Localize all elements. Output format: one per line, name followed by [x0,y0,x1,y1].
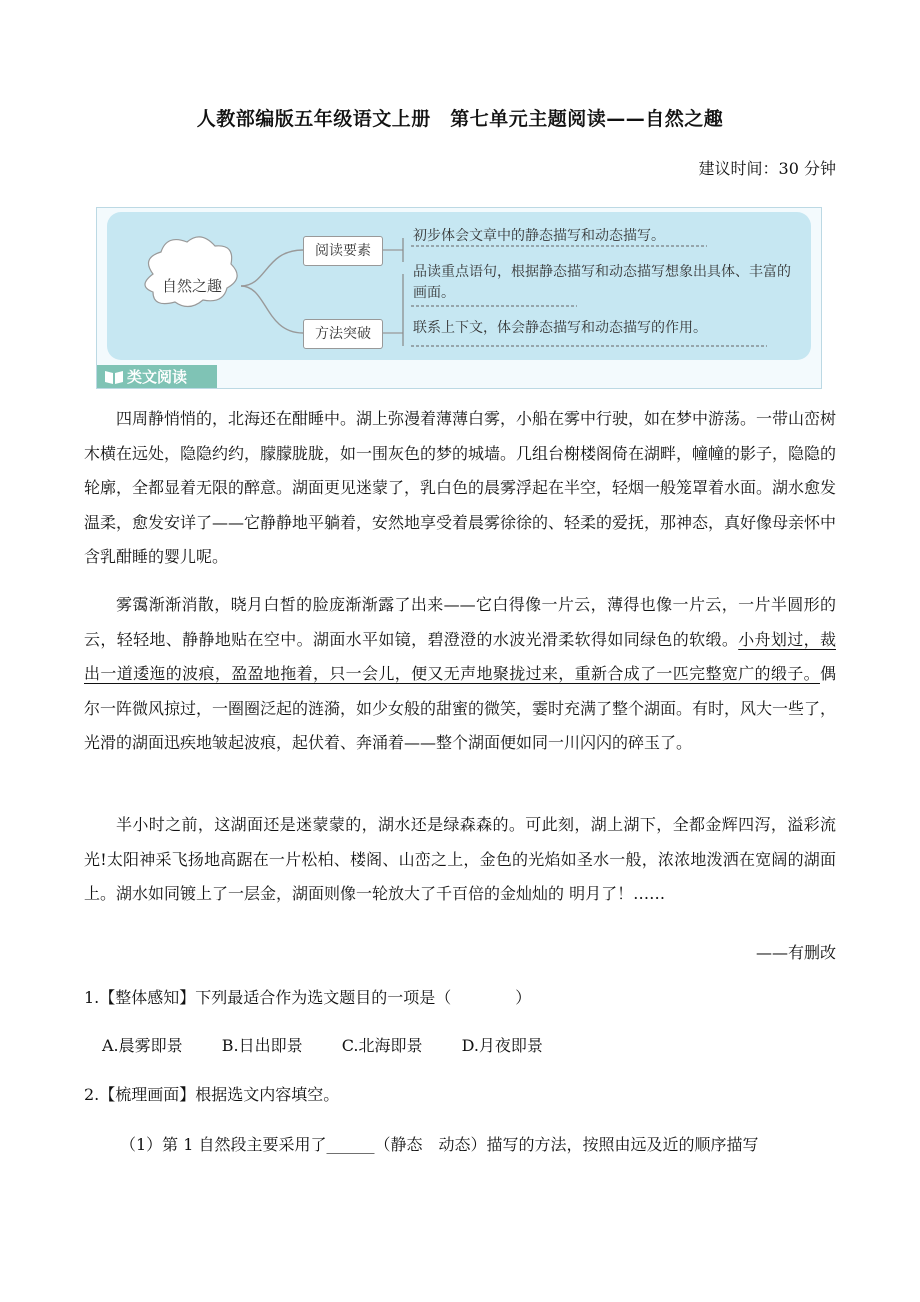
option-d[interactable]: D.月夜即景 [461,1036,543,1055]
mind-map-panel [107,212,811,360]
note-method: 联系上下文，体会静态描写和动态描写的作用。 [413,320,707,336]
branch-reading-elements: 阅读要素 [303,236,383,266]
suggested-time: 建议时间：30 分钟 [698,159,836,178]
question-1-options [102,1033,577,1056]
page-title: 人教部编版五年级语文上册 第七单元主题阅读——自然之趣 [196,108,724,130]
note-reading-strategy: 品读重点语句，根据静态描写和动态描写想象出具体、丰富的画面。 [413,264,791,301]
question-1: 1.【整体感知】下列最适合作为选文题目的一项是（ ） [84,988,532,1007]
center-cloud [147,259,237,311]
source-note: ——有删改 [755,943,836,962]
branch-method: 方法突破 [303,319,383,349]
note-reading-element: 初步体会文章中的静态描写和动态描写。 [413,228,665,244]
paragraph-2 [84,588,836,761]
book-icon [103,368,125,386]
section-banner [97,365,217,388]
option-b[interactable]: B.日出即景 [221,1036,303,1055]
question-2-part-1: （1）第 1 自然段主要采用了______（静态 动态）描写的方法，按照由远及近的顺序描写 [120,1135,759,1154]
option-c[interactable]: C.北海即景 [341,1036,423,1055]
center-label: 自然之趣 [161,277,222,295]
mind-map [96,207,822,389]
paragraph-3: 半小时之前，这湖面还是迷蒙蒙的，湖水还是绿森森的。可此刻，湖上湖下，全都金辉四泻，溢彩流光!太阳神采飞扬地高踞在一片松柏、楼阁、山峦之上，金色的光焰如圣水一般，浓浓地泼洒在宽阔的湖面上。湖水如同镀上了一层金，湖面则像一轮放大了千百倍的金灿灿的 明月了！…… [84,815,836,903]
paragraph-2-start: 雾霭渐渐消散，晓月白皙的脸庞渐渐露了出来——它白得像一片云，薄得也像一片云，一片半圆形的云，轻轻地、静静地贴在空中。湖面水平如镜，碧澄澄的水波光滑柔软得如同绿色的软缎。 [84,595,836,649]
underlined-sentence: 小舟划过，裁出一道逶迤的波痕，盈盈地拖着，只一会儿，便又无声地聚拢过来，重新合成了一匹完整宽广的缎子。 [84,629,836,683]
paragraph-2-end: 偶尔一阵微风掠过，一圈圈泛起的涟漪，如少女般的甜蜜的微笑，霎时充满了整个湖面。有时，风大一些了，光滑的湖面迅疾地皱起波痕，起伏着、奔涌着——整个湖面便如同一川闪闪的碎玉了。 [84,664,837,752]
option-a[interactable]: A.晨雾即景 [102,1036,183,1055]
question-2: 2.【梳理画面】根据选文内容填空。 [84,1085,340,1104]
section-banner-label: 类文阅读 [127,368,188,386]
paragraph-1: 四周静悄悄的，北海还在酣睡中。湖上弥漫着薄薄白雾，小船在雾中行驶，如在梦中游荡。一带山峦树木横在远处，隐隐约约，朦朦胧胧，如一围灰色的梦的城墙。几组台榭楼阁倚在湖畔，幢幢的影子，隐隐的轮廓，全都显着无限的醉意。湖面更见迷蒙了，乳白色的晨雾浮起在半空，轻烟一般笼罩着水面。湖水愈发温柔，愈发安详了——它静静地平躺着，安然地享受着晨雾徐徐的、轻柔的爱抚，那神态，真好像母亲怀中含乳酣睡的婴儿呢。 [84,409,837,566]
